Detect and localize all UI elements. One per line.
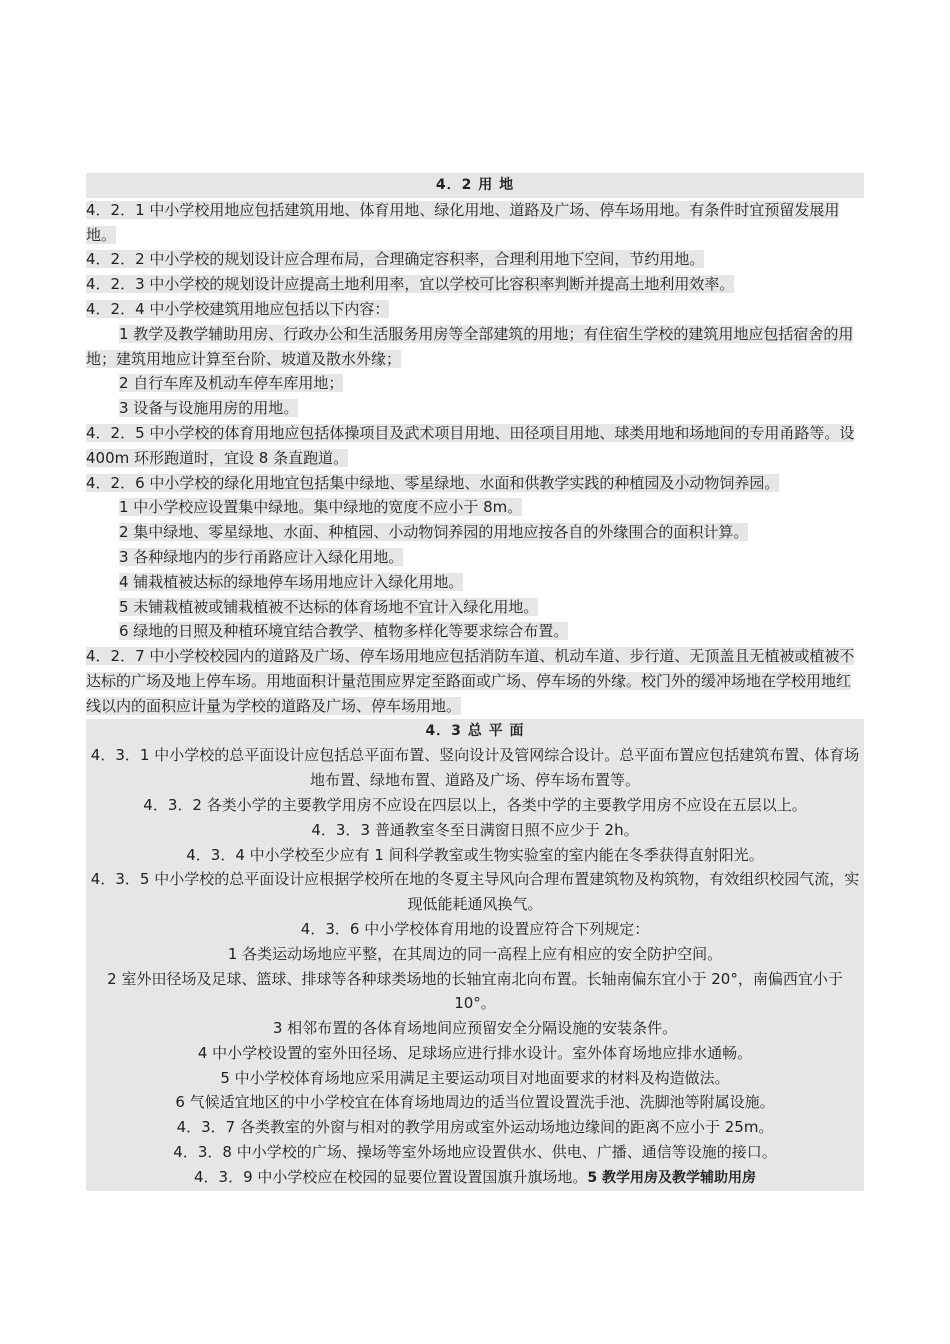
document-body (86, 173, 864, 1191)
clause-4-2-6-item-4: 4 铺栽植被达标的绿地停车场用地应计入绿化用地。 (119, 572, 464, 591)
clause-4-3-5: 4．3．5 中小学校的总平面设计应根据学校所在地的冬夏主导风向合理布置建筑物及构筑物，有效组织校园气流，实现低能耗通风换气。 (90, 870, 860, 914)
clause-4-2-4-item-3: 3 设备与设施用房的用地。 (119, 399, 299, 418)
clause-4-3-7: 4．3．7 各类教室的外窗与相对的教学用房或室外运动场地边缘间的距离不应小于 25m。 (176, 1118, 774, 1137)
clause-4-2-6-item-1: 1 中小学校应设置集中绿地。集中绿地的宽度不应小于 8m。 (119, 498, 523, 517)
clause-4-3-1: 4．3．1 中小学校的总平面设计应包括总平面布置、竖向设计及管网综合设计。总平面布置应包括建筑布置、体育场地布置、绿地布置、道路及广场、停车场布置等。 (90, 746, 860, 790)
clause-4-2-4-item-1: 1 教学及教学辅助用房、行政办公和生活服务用房等全部建筑的用地；有住宿生学校的建筑用地应包括宿舍的用地；建筑用地应计算至台阶、坡道及散水外缘； (86, 324, 854, 368)
section-heading-4-3: 4．3 总 平 面 (425, 722, 525, 739)
section-4-3 (86, 719, 864, 1191)
section-heading-4-2: 4．2 用 地 (86, 173, 864, 198)
clause-4-3-6-item-6: 6 气候适宜地区的中小学校宜在体育场地周边的适当位置设置洗手池、洗脚池等附属设施。 (175, 1093, 775, 1112)
clause-4-2-4: 4．2．4 中小学校建筑用地应包括以下内容： (86, 299, 390, 318)
clause-4-3-6-item-1: 1 各类运动场地应平整，在其周边的同一高程上应有相应的安全防护空间。 (227, 944, 723, 963)
clause-4-2-7: 4．2．7 中小学校校园内的道路及广场、停车场用地应包括消防车道、机动车道、步行道、无顶盖且无植被或植被不达标的广场及地上停车场。用地面积计量范围应界定至路面或广场、停车场的外缘。校门外的缓冲场地在学校用地红线以内的面积应计量为学校的道路及广场、停车场用地。 (86, 647, 855, 715)
clause-4-3-8: 4．3．8 中小学校的广场、操场等室外场地应设置供水、供电、广播、通信等设施的接口。 (173, 1143, 777, 1162)
clause-4-2-3: 4．2．3 中小学校的规划设计应提高土地利用率，宜以学校可比容积率判断并提高土地利用效率。 (86, 275, 735, 294)
clause-4-3-3: 4．3．3 普通教室冬至日满窗日照不应少于 2h。 (311, 820, 639, 839)
clause-4-3-4: 4．3．4 中小学校至少应有 1 间科学教室或生物实验室的室内能在冬季获得直射阳光。 (186, 845, 764, 864)
clause-4-3-6: 4．3．6 中小学校体育用地的设置应符合下列规定： (300, 919, 650, 938)
clause-4-2-4-item-2: 2 自行车库及机动车停车库用地； (119, 374, 344, 393)
clause-4-2-6-item-3: 3 各种绿地内的步行甬路应计入绿化用地。 (119, 547, 404, 566)
clause-4-3-9: 4．3．9 中小学校应在校园的显要位置设置国旗升旗场地。 (193, 1167, 588, 1186)
clause-4-3-6-item-2: 2 室外田径场及足球、篮球、排球等各种球类场地的长轴宜南北向布置。长轴南偏东宜小于 20°，南偏西宜小于 10°。 (107, 969, 843, 1013)
clause-4-3-2: 4．3．2 各类小学的主要教学用房不应设在四层以上，各类中学的主要教学用房不应设在五层以上。 (143, 795, 807, 814)
clause-4-2-5: 4．2．5 中小学校的体育用地应包括体操项目及武术项目用地、田径项目用地、球类用地和场地间的专用甬路等。设 400m 环形跑道时，宜设 8 条直跑道。 (86, 423, 855, 467)
clause-4-3-6-item-4: 4 中小学校设置的室外田径场、足球场应进行排水设计。室外体育场地应排水通畅。 (197, 1043, 753, 1062)
clause-4-3-6-item-3: 3 相邻布置的各体育场地间应预留安全分隔设施的安装条件。 (272, 1019, 678, 1038)
clause-4-3-9-line (86, 1165, 864, 1191)
clause-4-3-6-item-5: 5 中小学校体育场地应采用满足主要运动项目对地面要求的材料及构造做法。 (220, 1068, 730, 1087)
clause-4-2-6-item-5: 5 未铺栽植被或铺栽植被不达标的体育场地不宜计入绿化用地。 (119, 597, 539, 616)
clause-4-2-6-item-2: 2 集中绿地、零星绿地、水面、种植园、小动物饲养园的用地应按各自的外缘围合的面积计算。 (119, 523, 749, 542)
clause-4-2-6: 4．2．6 中小学校的绿化用地宜包括集中绿地、零星绿地、水面和供教学实践的种植园及小动物饲养园。 (86, 473, 780, 492)
clause-4-2-2: 4．2．2 中小学校的规划设计应合理布局，合理确定容积率，合理利用地下空间，节约用地。 (86, 250, 705, 269)
next-chapter-heading: 5 教学用房及教学辅助用房 (587, 1169, 757, 1186)
clause-4-2-1: 4．2．1 中小学校用地应包括建筑用地、体育用地、绿化用地、道路及广场、停车场用地。有条件时宜预留发展用地。 (86, 200, 840, 244)
clause-4-2-6-item-6: 6 绿地的日照及种植环境宜结合教学、植物多样化等要求综合布置。 (119, 622, 569, 641)
